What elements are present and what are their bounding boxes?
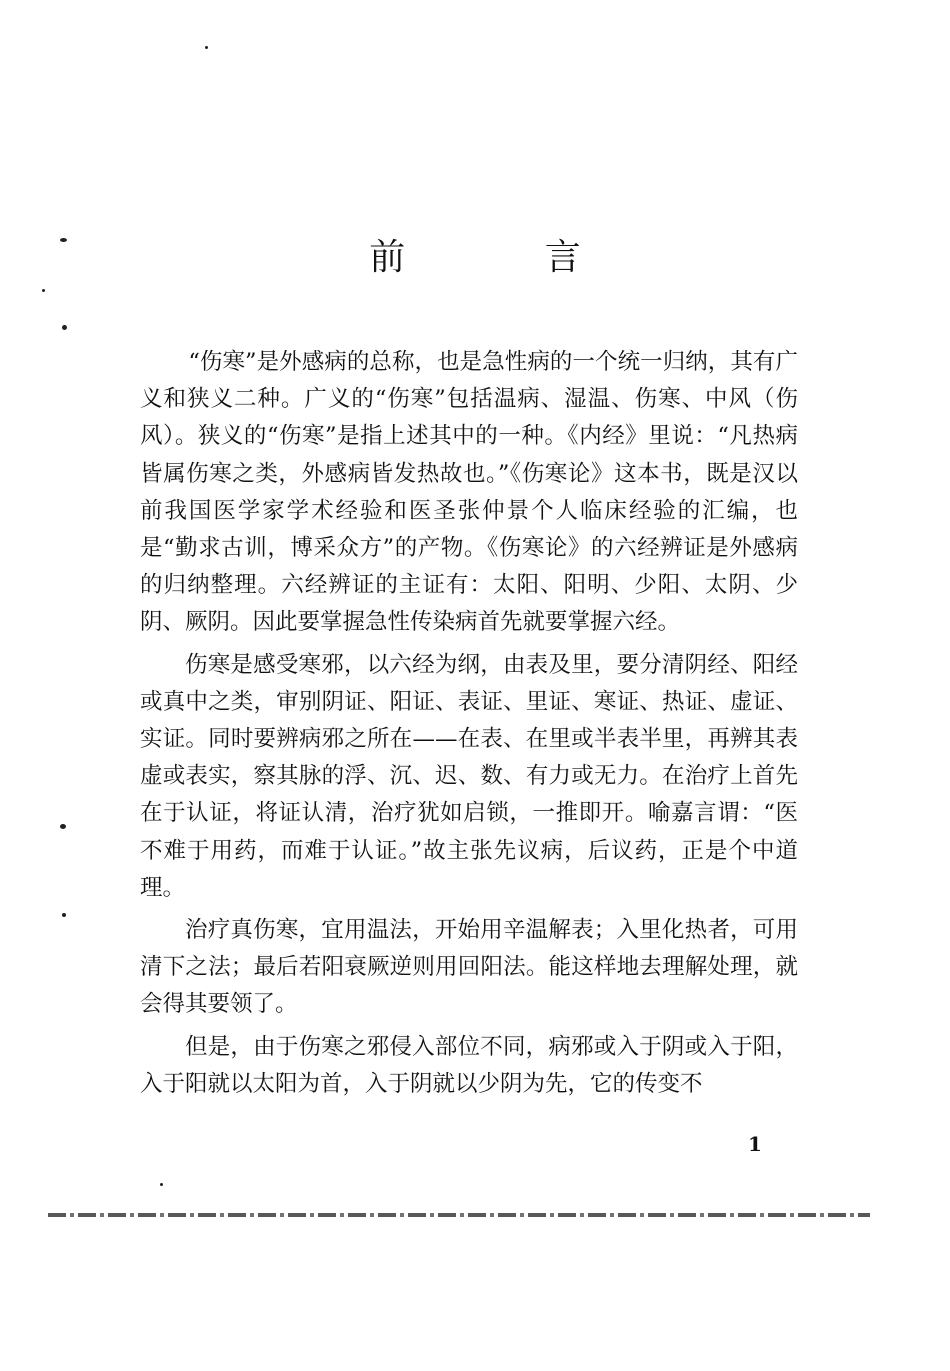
- scan-speck: [60, 824, 66, 829]
- scan-speck: [205, 46, 208, 49]
- page-title: 前 言: [369, 237, 645, 278]
- scan-speck: [160, 1183, 163, 1186]
- scan-speck: [62, 325, 67, 330]
- paragraph-1: “伤寒”是外感病的总称，也是急性病的一个统一归纳，其有广义和狭义二种。广义的“伤寒”包括温病、湿温、伤寒、中风（伤风）。狭义的“伤寒”是指上述其中的一种。《内经》里说：“凡热病皆属伤寒之类，外感病皆发热故也。”《伤寒论》这本书，既是汉以前我国医学家学术经验和医圣张仲景个人临床经验的汇编，也是“勤求古训，博采众方”的产物。《伤寒论》的六经辨证是外感病的归纳整理。六经辨证的主证有：太阳、阳明、少阳、太阴、少阴、厥阴。因此要掌握急性传染病首先就要掌握六经。: [140, 349, 798, 636]
- preface-body: [140, 344, 798, 1108]
- scan-edge-line: [48, 1213, 870, 1217]
- paragraph-3: 治疗真伤寒，宜用温法，开始用辛温解表；入里化热者，可用清下之法；最后若阳衰厥逆则用回阳法。能这样地去理解处理，就会得其要领了。: [140, 917, 798, 1018]
- scan-speck: [60, 238, 67, 242]
- page-number: 1: [748, 1132, 762, 1156]
- scan-speck: [42, 289, 45, 292]
- paragraph-2: 伤寒是感受寒邪，以六经为纲，由表及里，要分清阴经、阳经或真中之类，审别阴证、阳证、表证、里证、寒证、热证、虚证、实证。同时要辨病邪之所在——在表、在里或半表半里，再辨其表虚或表实，察其脉的浮、沉、迟、数、有力或无力。在治疗上首先在于认证，将证认清，治疗犹如启锁，一推即开。喻嘉言谓：“医不难于用药，而难于认证。”故主张先议病，后议药，正是个中道理。: [140, 651, 798, 901]
- scan-speck: [62, 913, 66, 917]
- paragraph-4: 但是，由于伤寒之邪侵入部位不同，病邪或入于阴或入于阳，入于阳就以太阳为首，入于阴就以少阴为先，它的传变不: [140, 1033, 798, 1097]
